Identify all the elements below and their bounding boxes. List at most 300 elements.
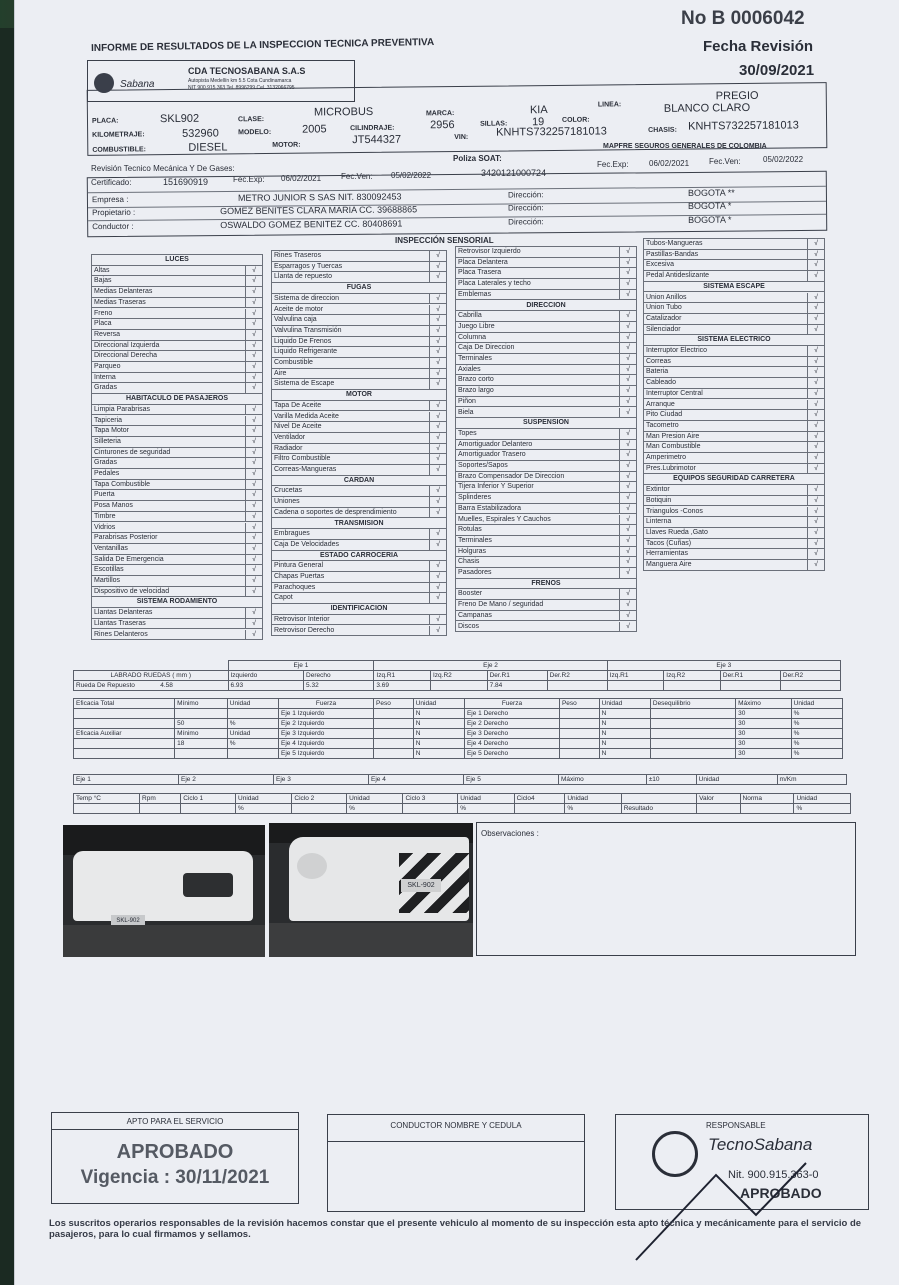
labrado-value: 3.69 [374, 681, 431, 691]
rtm-label: Revisión Tecnico Mecánica Y De Gases: [91, 164, 235, 173]
inspection-item [644, 507, 824, 518]
eje-der: Eje 4 Derecho [464, 739, 559, 749]
check-mark-icon: √ [619, 515, 636, 525]
check-mark-icon: √ [807, 517, 824, 527]
inspection-item [92, 576, 262, 587]
kilometraje-value: 532960 [182, 127, 219, 140]
gases-cell [740, 804, 794, 814]
inspection-item-label: Brazo corto [458, 376, 494, 384]
inspection-item-label: Liquido Refrigerante [274, 348, 338, 356]
eficacia-total-label: Eficacia Total [74, 699, 175, 709]
inspection-item-label: Muelles, Espirales Y Cauchos [458, 515, 551, 523]
check-mark-icon: √ [429, 422, 446, 432]
inspection-item-label: Caja De Direccion [458, 344, 515, 352]
inspection-item [92, 373, 262, 384]
inspection-item [272, 454, 446, 465]
inspection-item [456, 375, 636, 386]
soat-value: 3420121000724 [481, 168, 547, 178]
unit-n: N [599, 749, 650, 759]
inspection-item [644, 303, 824, 314]
check-mark-icon: √ [807, 410, 824, 420]
inspection-report-sheet [14, 0, 899, 1285]
inspection-item-label: Posa Manos [94, 502, 133, 510]
check-mark-icon: √ [245, 383, 262, 393]
check-mark-icon: √ [619, 611, 636, 621]
inspection-item-label: Vidrios [94, 523, 116, 531]
section-header: LUCES [92, 255, 262, 266]
gases-table [73, 793, 851, 814]
license-plate: SKL-902 [111, 915, 145, 927]
inspection-item-label: Tacometro [646, 421, 679, 429]
apto-box [51, 1112, 299, 1204]
eje-izq: Eje 3 Izquierdo [279, 729, 374, 739]
check-mark-icon: √ [807, 325, 824, 335]
clase-value: MICROBUS [313, 105, 374, 119]
inspection-item [456, 397, 636, 408]
inspection-item [92, 523, 262, 534]
inspection-item-label: Linterna [646, 518, 672, 526]
inspection-item-label: Salida De Emergencia [94, 555, 164, 563]
inspection-item [456, 515, 636, 526]
check-mark-icon: √ [429, 272, 446, 282]
check-mark-icon: √ [807, 539, 824, 549]
inspection-item-label: Amortiguador Delantero [458, 440, 533, 448]
party-dir-label: Dirección: [507, 203, 544, 213]
labrado-value [780, 681, 840, 691]
inspection-item [272, 465, 446, 476]
inspection-item-label: Medias Delanteras [94, 288, 153, 296]
inspection-item-label: Llaves Rueda ,Gato [646, 528, 708, 536]
check-mark-icon: √ [245, 469, 262, 479]
inspection-item-label: Cadena o soportes de desprendimiento [274, 508, 397, 516]
inspection-item [272, 583, 446, 594]
inspection-item [644, 432, 824, 443]
inspection-item [92, 351, 262, 362]
repuesto-value: 4.58 [160, 682, 173, 689]
unidad-label: Unidad [791, 699, 842, 709]
inspection-item-label: Freno De Mano / seguridad [458, 601, 544, 609]
inspection-item [456, 482, 636, 493]
check-mark-icon: √ [619, 365, 636, 375]
check-mark-icon: √ [429, 369, 446, 379]
check-mark-icon: √ [245, 426, 262, 436]
check-mark-icon: √ [807, 560, 824, 570]
check-mark-icon: √ [619, 525, 636, 535]
check-mark-icon: √ [245, 309, 262, 319]
check-mark-icon: √ [619, 386, 636, 396]
section-header: DIRECCION [456, 301, 636, 312]
check-mark-icon: √ [807, 453, 824, 463]
cilindraje-label: CILINDRAJE: [350, 124, 395, 133]
inspection-item-label: Man Presion Aire [646, 432, 700, 440]
inspection-item [92, 501, 262, 512]
inspection-item [272, 433, 446, 444]
check-mark-icon: √ [807, 421, 824, 431]
alineacion-unidad: m/Km [777, 775, 846, 785]
check-mark-icon: √ [619, 557, 636, 567]
inspection-item-label: Interna [94, 373, 116, 381]
labrado-value: 6.93 [228, 681, 304, 691]
check-mark-icon: √ [807, 346, 824, 356]
inspection-item [272, 422, 446, 433]
inspection-item-label: Discos [458, 622, 480, 630]
inspection-item-label: Placa Trasera [458, 269, 502, 277]
unit-pct: % [227, 739, 278, 749]
inspection-item [644, 410, 824, 421]
gases-cell [140, 804, 181, 814]
stamp-name: TecnoSabana [708, 1135, 813, 1154]
inspection-item [644, 378, 824, 389]
inspection-item [92, 587, 262, 598]
inspection-item [92, 533, 262, 544]
eje-izq: Eje 5 Izquierdo [279, 749, 374, 759]
check-mark-icon: √ [245, 576, 262, 586]
check-mark-icon: √ [429, 508, 446, 518]
check-mark-icon: √ [807, 250, 824, 260]
inspection-item [272, 337, 446, 348]
inspection-item [272, 529, 446, 540]
eje-der: Eje 2 Derecho [464, 719, 559, 729]
inspection-item [92, 480, 262, 491]
check-mark-icon: √ [807, 314, 824, 324]
max-deseq: 30 [736, 739, 792, 749]
check-mark-icon: √ [245, 276, 262, 286]
check-mark-icon: √ [807, 464, 824, 474]
check-mark-icon: √ [807, 293, 824, 303]
check-mark-icon: √ [619, 472, 636, 482]
gases-col-header: Ciclo 3 [403, 794, 458, 804]
check-mark-icon: √ [245, 448, 262, 458]
inspection-item-label: Axiales [458, 365, 481, 373]
check-mark-icon: √ [245, 266, 262, 276]
inspection-item [92, 426, 262, 437]
inspection-item [644, 389, 824, 400]
inspection-item [272, 251, 446, 262]
inspection-item [92, 319, 262, 330]
inspection-item [272, 358, 446, 369]
check-mark-icon: √ [807, 367, 824, 377]
inspection-item [456, 589, 636, 600]
inspection-item-label: Brazo Compensador De Direccion [458, 472, 565, 480]
inspection-item-label: Aceite de motor [274, 305, 324, 313]
inspection-item-label: Ventilador [274, 433, 306, 441]
unidad-label: Unidad [599, 699, 650, 709]
check-mark-icon: √ [429, 465, 446, 475]
check-mark-icon: √ [429, 315, 446, 325]
inspection-item-label: Placa Laterales y techo [458, 280, 531, 288]
inspection-item-label: Bajas [94, 277, 112, 285]
check-mark-icon: √ [807, 303, 824, 313]
chasis-value: KNHTS732257181013 [688, 119, 799, 133]
check-mark-icon: √ [429, 583, 446, 593]
company-contact: NIT 900.915.363 Tel. 8996299 Cel. 3132066795 [188, 85, 295, 91]
inspection-item-label: Brazo largo [458, 387, 494, 395]
check-mark-icon: √ [429, 305, 446, 315]
unit-n: N [599, 739, 650, 749]
inspection-item-label: Tapiceria [94, 416, 123, 424]
inspection-item [272, 347, 446, 358]
inspection-item [92, 458, 262, 469]
labrado-col: Der.R2 [780, 671, 840, 681]
inspection-item [644, 357, 824, 368]
inspection-item-label: Columna [458, 333, 487, 341]
inspection-item [92, 490, 262, 501]
check-mark-icon: √ [619, 429, 636, 439]
gases-col-header: Temp °C [74, 794, 140, 804]
responsable-label: RESPONSABLE [706, 1121, 766, 1130]
unidad-label: Unidad [413, 699, 464, 709]
inspection-item-label: Pastillas-Bandas [646, 250, 699, 258]
check-mark-icon: √ [429, 561, 446, 571]
inspection-item-label: Escotillas [94, 566, 124, 574]
stamp-aprobado: APROBADO [740, 1185, 822, 1201]
eje-label: Eje 1 [228, 661, 374, 671]
peso-label: Peso [559, 699, 599, 709]
max-deseq: 30 [736, 749, 792, 759]
alineacion-eje: Eje 1 [74, 775, 179, 785]
aseguradora: MAPFRE SEGUROS GENERALES DE COLOMBIA [603, 143, 767, 150]
inspection-item [644, 239, 824, 250]
check-mark-icon: √ [619, 440, 636, 450]
inspection-item [644, 271, 824, 282]
labrado-col: Izq.R2 [664, 671, 721, 681]
inspection-item-label: Union Tubo [646, 304, 682, 312]
labrado-table [73, 660, 841, 691]
alineacion-eje: Eje 3 [274, 775, 369, 785]
check-mark-icon: √ [429, 454, 446, 464]
inspection-item-label: Rotulas [458, 526, 482, 534]
inspection-column-4 [643, 238, 825, 571]
inspection-item-label: Splinderes [458, 494, 492, 502]
sillas-value: 19 [531, 116, 545, 129]
inspection-item [92, 469, 262, 480]
inspection-item-label: Parachoques [274, 583, 316, 591]
aprobado-status: APROBADO [116, 1141, 234, 1163]
inspection-item [92, 565, 262, 576]
inspection-item [644, 549, 824, 560]
check-mark-icon: √ [245, 437, 262, 447]
inspection-item [272, 401, 446, 412]
check-mark-icon: √ [619, 343, 636, 353]
inspection-item-label: Biela [458, 408, 474, 416]
alineacion-eje: Eje 4 [369, 775, 464, 785]
max-deseq: 30 [736, 729, 792, 739]
fec-exp-value: 06/02/2021 [281, 174, 322, 183]
check-mark-icon: √ [807, 432, 824, 442]
inspection-item-label: Retrovisor Izquierdo [458, 248, 521, 255]
eje-label: Eje 2 [374, 661, 607, 671]
inspection-item-label: Manguera Aire [646, 561, 692, 568]
inspection-item-label: Rines Delanteros [94, 630, 148, 638]
inspection-item [92, 544, 262, 555]
inspection-item-label: Booster [458, 590, 483, 598]
section-header: CARDAN [272, 476, 446, 487]
soat-fec-exp-label: Fec.Exp: [597, 160, 629, 169]
inspection-item-label: Campanas [458, 611, 492, 619]
party-dir-label: Dirección: [508, 217, 544, 227]
section-header: ESTADO CARROCERIA [272, 551, 446, 562]
combustible-value: DIESEL [188, 141, 228, 154]
check-mark-icon: √ [619, 622, 636, 632]
check-mark-icon: √ [807, 389, 824, 399]
inspection-item-label: Excesiva [646, 261, 675, 269]
motor-label: MOTOR: [272, 141, 301, 149]
inspection-item-label: Cabrilla [458, 312, 482, 320]
inspection-item-label: Altas [94, 266, 110, 274]
check-mark-icon: √ [807, 378, 824, 388]
check-mark-icon: √ [619, 504, 636, 514]
unit-pct: % [791, 739, 842, 749]
inspection-item-label: Amortiguador Trasero [458, 451, 526, 459]
inspection-item-label: Ventanillas [94, 544, 128, 552]
apto-label: APTO PARA EL SERVICIO [126, 1117, 224, 1126]
inspection-item [456, 622, 636, 633]
check-mark-icon: √ [429, 294, 446, 304]
check-mark-icon: √ [619, 258, 636, 268]
alineacion-unidad-label: Unidad [696, 775, 777, 785]
soat-fec-ven-label: Fec.Ven: [709, 157, 741, 166]
section-header: HABITACULO DE PASAJEROS [92, 394, 262, 405]
inspection-item [272, 262, 446, 273]
check-mark-icon: √ [429, 347, 446, 357]
inspection-item-label: Tacos (Cuñas) [646, 539, 692, 547]
section-header: TRANSMISION [272, 519, 446, 530]
inspection-item-label: Tapa Combustible [94, 480, 151, 488]
inspection-item [644, 367, 824, 378]
linea-label: LINEA: [597, 101, 622, 109]
company-logo-text: Sabana [120, 79, 155, 90]
section-header: SISTEMA ESCAPE [644, 282, 824, 293]
inspection-item-label: Man Combustible [646, 443, 701, 451]
inspection-item [456, 440, 636, 451]
max-deseq: 30 [736, 719, 792, 729]
gases-cell: % [458, 804, 514, 814]
gases-cell [181, 804, 236, 814]
inspection-item-label: Piñon [458, 397, 476, 405]
check-mark-icon: √ [245, 341, 262, 351]
section-header: EQUIPOS SEGURIDAD CARRETERA [644, 474, 824, 485]
inspection-item-label: Triangulos -Conos [646, 507, 703, 515]
inspection-item-label: Catalizador [646, 314, 682, 322]
inspection-item [456, 547, 636, 558]
license-plate: SKL-902 [401, 879, 441, 892]
gases-col-header: Rpm [140, 794, 181, 804]
inspection-item [456, 557, 636, 568]
inspection-item [92, 555, 262, 566]
check-mark-icon: √ [619, 268, 636, 278]
alineacion-eje: Eje 5 [464, 775, 559, 785]
inspection-item-label: Pasadores [458, 569, 492, 576]
inspection-item-label: Bateria [646, 368, 669, 376]
inspection-item-label: Limpia Parabrisas [94, 405, 151, 413]
labrado-col: Der.R2 [547, 671, 607, 681]
party-label: Empresa : [91, 194, 129, 205]
labrado-value [720, 681, 780, 691]
labrado-col: Izquierdo [228, 671, 304, 681]
inspection-item-label: Chasis [458, 558, 480, 566]
check-mark-icon: √ [619, 375, 636, 385]
inspection-item [456, 343, 636, 354]
check-mark-icon: √ [429, 326, 446, 336]
labrado-col: Der.R1 [720, 671, 780, 681]
inspection-item-label: Terminales [458, 536, 492, 544]
eficacia-auxiliar-label: Eficacia Auxiliar [74, 729, 175, 739]
check-mark-icon: √ [807, 528, 824, 538]
inspection-item-label: Holguras [458, 547, 487, 555]
observaciones-box [476, 822, 856, 956]
party-value: METRO JUNIOR S SAS NIT. 830092453 [237, 191, 402, 203]
gases-cell: % [565, 804, 621, 814]
linea-value: PREGIO [715, 89, 759, 103]
inspection-item [456, 268, 636, 279]
color-value: BLANCO CLARO [663, 101, 751, 115]
labrado-value [607, 681, 664, 691]
inspection-item [456, 365, 636, 376]
inspection-item-label: Uniones [274, 498, 300, 506]
inspection-item [456, 429, 636, 440]
check-mark-icon: √ [245, 501, 262, 511]
sillas-label: SILLAS: [480, 120, 508, 128]
check-mark-icon: √ [619, 397, 636, 407]
vehicle-photo-rear [269, 823, 473, 957]
min-aux: 18 [175, 739, 228, 749]
inspection-item-label: Extintor [646, 486, 670, 494]
section-header: MOTOR [272, 390, 446, 401]
stamp-nit: Nit. 900.915.363-0 [728, 1169, 819, 1181]
check-mark-icon: √ [807, 260, 824, 270]
inspection-item-label: Gradas [94, 384, 117, 392]
marca-value: KIA [529, 104, 548, 117]
inspection-item-label: Radiador [274, 444, 303, 452]
inspection-item-label: Parabrisas Posterior [94, 534, 158, 542]
inspection-item [456, 611, 636, 622]
alineacion-eje: Eje 2 [179, 775, 274, 785]
gases-col-header: Unidad [347, 794, 403, 804]
check-mark-icon: √ [619, 482, 636, 492]
soat-fec-exp-value: 06/02/2021 [649, 159, 690, 168]
inspection-item-label: Timbre [94, 512, 116, 520]
inspection-item [644, 464, 824, 475]
labrado-title: LABRADO RUEDAS ( mm ) [74, 671, 229, 681]
unit-pct: % [791, 729, 842, 739]
inspection-item-label: Retrovisor Derecho [274, 626, 335, 634]
inspection-item [92, 383, 262, 394]
inspection-item [644, 293, 824, 304]
cilindraje-value: 2956 [430, 119, 455, 132]
inspection-item-label: Juego Libre [458, 322, 495, 330]
check-mark-icon: √ [807, 507, 824, 517]
unit-n: N [413, 719, 464, 729]
check-mark-icon: √ [807, 357, 824, 367]
color-label: COLOR: [561, 116, 590, 124]
check-mark-icon: √ [245, 565, 262, 575]
inspection-item [456, 493, 636, 504]
section-header: SISTEMA RODAMIENTO [92, 597, 262, 608]
placa-value: SKL902 [159, 112, 200, 126]
inspection-item-label: Silleteria [94, 437, 121, 445]
repuesto-label: Rueda De Repuesto [76, 682, 135, 689]
check-mark-icon: √ [245, 416, 262, 426]
clase-label: CLASE: [237, 116, 265, 124]
fuerza-label: Fuerza [464, 699, 559, 709]
inspection-item [272, 572, 446, 583]
inspection-item-label: Union Anillos [646, 293, 687, 301]
gases-cell: % [347, 804, 403, 814]
gases-col-header: Norma [740, 794, 794, 804]
labrado-value [431, 681, 488, 691]
check-mark-icon: √ [807, 400, 824, 410]
inspection-item-label: Embragues [274, 530, 310, 538]
